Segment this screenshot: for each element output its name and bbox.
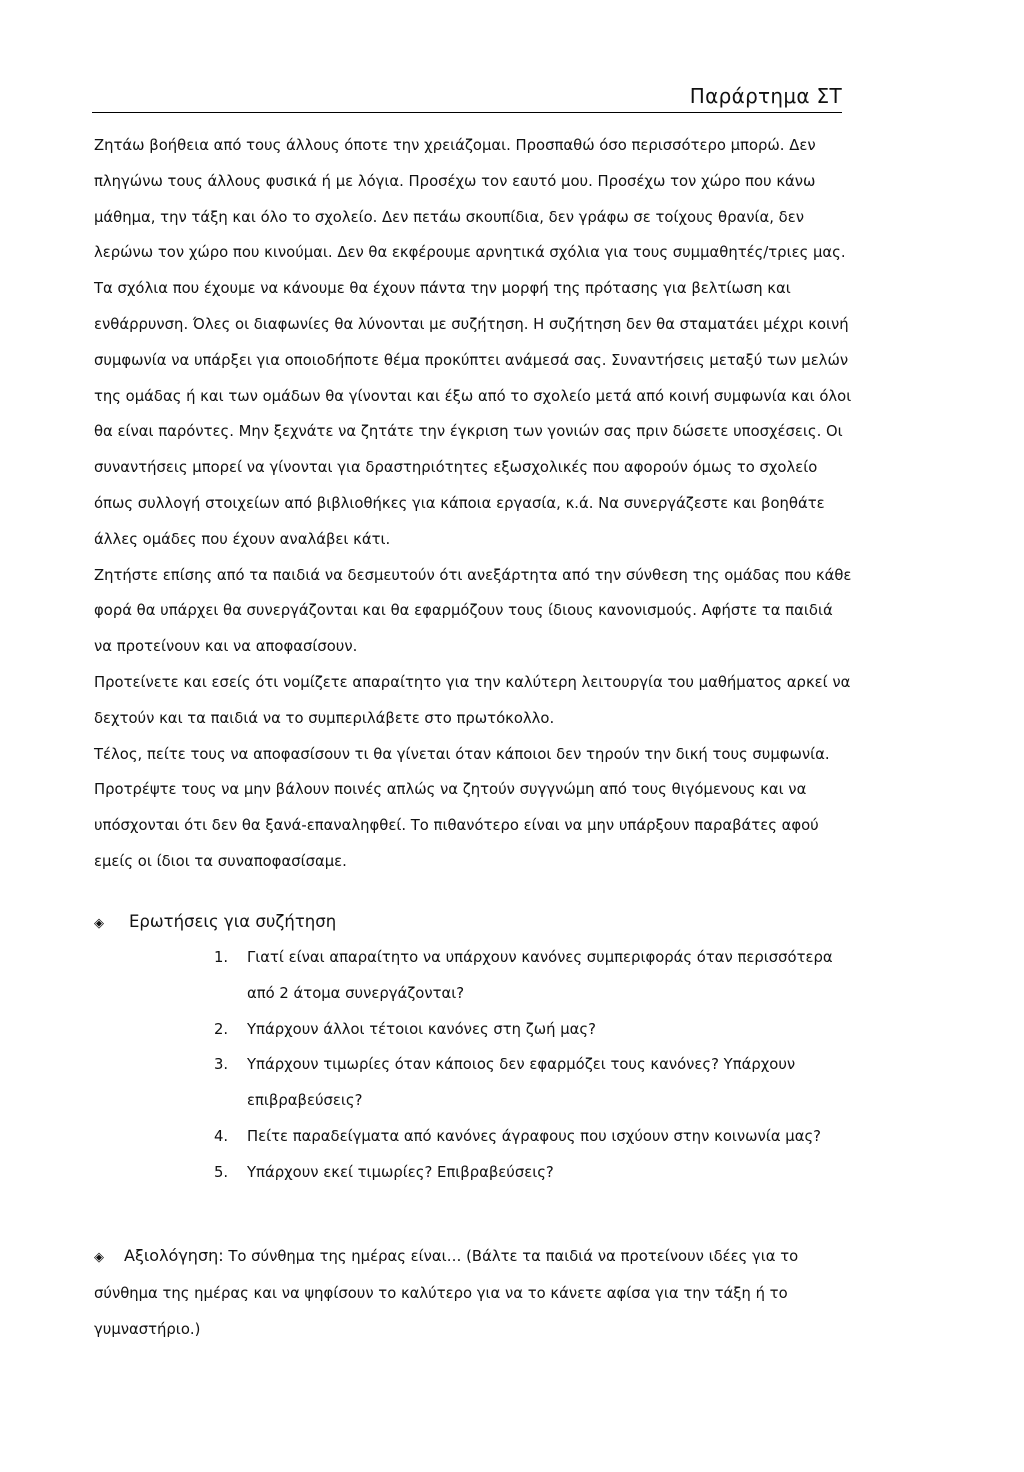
- paragraph-violations: Τέλος, πείτε τους να αποφασίσουν τι θα γίνεται όταν κάποιοι δεν τηρούν την δική τους συμφωνία. Προτρέψτε τους να μην βάλουν ποινές απλώς να ζητούν συγγνώμη από τους θιγόμενους και να υπόσχονται ότι δεν θα ξανά-επαναληφθεί. Το πιθανότερο είναι να μην υπάρξουν παραβάτες αφού εμείς οι ίδιοι τα συναποφασίσαμε.: [94, 745, 830, 870]
- question-item: [214, 940, 834, 1012]
- question-number: 4.: [214, 1127, 229, 1145]
- discussion-heading: Ερωτήσεις για συζήτηση: [128, 912, 337, 931]
- body-text: [94, 128, 854, 880]
- question-item: [214, 1047, 834, 1119]
- diamond-bullet-icon: ◈: [94, 1250, 104, 1265]
- question-item: [214, 1155, 834, 1191]
- question-number: 1.: [214, 949, 229, 966]
- question-item: [214, 1119, 834, 1155]
- question-text: Υπάρχουν εκεί τιμωρίες? Επιβραβεύσεις?: [247, 1163, 554, 1181]
- question-text: Πείτε παραδείγματα από κανόνες άγραφους που ισχύουν στην κοινωνία μας?: [247, 1127, 821, 1145]
- question-number: 2.: [214, 1020, 229, 1038]
- discussion-question-list: [214, 940, 834, 1191]
- evaluation-label: Αξιολόγηση:: [124, 1246, 224, 1265]
- question-item: [214, 1012, 834, 1048]
- question-text: Υπάρχουν τιμωρίες όταν κάποιος δεν εφαρμόζει τους κανόνες? Υπάρχουν επιβραβεύσεις?: [247, 1056, 796, 1110]
- paragraph-suggestions: Προτείνετε και εσείς ότι νομίζετε απαραίτητο για την καλύτερη λειτουργία του μαθήματος αρκεί να δεχτούν και τα παιδιά να το συμπεριλάβετε στο πρωτόκολλο.: [94, 673, 851, 727]
- evaluation-text: Το σύνθημα της ημέρας είναι… (Βάλτε τα παιδιά να προτείνουν ιδέες για το σύνθημα της ημέρας και να ψηφίσουν το καλύτερο για να το κάνετε αφίσα για την τάξη ή το γυμναστήριο.): [94, 1248, 799, 1338]
- question-text: Γιατί είναι απαραίτητο να υπάρχουν κανόνες συμπεριφοράς όταν περισσότερα από 2 άτομα συνεργάζονται?: [247, 949, 833, 1002]
- evaluation-block: [94, 1238, 854, 1347]
- header-divider: [92, 112, 842, 113]
- page-header-title: Παράρτημα ΣΤ: [689, 84, 842, 108]
- diamond-bullet-icon: ◈: [94, 916, 104, 931]
- question-number: 3.: [214, 1056, 229, 1074]
- question-text: Υπάρχουν άλλοι τέτοιοι κανόνες στη ζωή μας?: [247, 1020, 596, 1038]
- paragraph-commitment: Ζητήστε επίσης από τα παιδιά να δεσμευτούν ότι ανεξάρτητα από την σύνθεση της ομάδας που κάθε φορά θα υπάρχει θα συνεργάζονται και θα εφαρμόζουν τους ίδιους κανονισμούς. Αφήστε τα παιδιά να προτείνουν και να αποφασίσουν.: [94, 566, 852, 656]
- discussion-heading-row: [94, 904, 854, 942]
- question-number: 5.: [214, 1163, 229, 1181]
- paragraph-rules: Ζητάω βοήθεια από τους άλλους όποτε την χρειάζομαι. Προσπαθώ όσο περισσότερο μπορώ. Δεν πληγώνω τους άλλους φυσικά ή με λόγια. Προσέχω τον εαυτό μου. Προσέχω τον χώρο που κάνω μάθημα, την τάξη και όλο το σχολείο. Δεν πετάω σκουπίδια, δεν γράφω σε τοίχους θρανία, δεν λερώνω τον χώρο που κινούμαι. Δεν θα εκφέρουμε αρνητικά σχόλια για τους συμμαθητές/τριες μας. Τα σχόλια που έχουμε να κάνουμε θα έχουν πάντα την μορφή της πρότασης για βελτίωση και ενθάρρυνση. Όλες οι διαφωνίες θα λύνονται με συζήτηση. Η συζήτηση δεν θα σταματάει μέχρι κοινή συμφωνία να υπάρξει για οποιοδήποτε θέμα προκύπτει ανάμεσά σας. Συναντήσεις μεταξύ των μελών της ομάδας ή και των ομάδων θα γίνονται και έξω από το σχολείο μετά από κοινή συμφωνία και όλοι θα είναι παρόντες. Μην ξεχνάτε να ζητάτε την έγκριση των γονιών σας πριν δώσετε υποσχέσεις. Οι συναντήσεις μπορεί να γίνονται για δραστηριότητες εξωσχολικές που αφορούν όμως το σχολείο όπως συλλογή στοιχείων από βιβλιοθήκες για κάποια εργασία, κ.ά. Να συνεργάζεστε και βοηθάτε άλλες ομάδες που έχουν αναλάβει κάτι.: [94, 137, 852, 548]
